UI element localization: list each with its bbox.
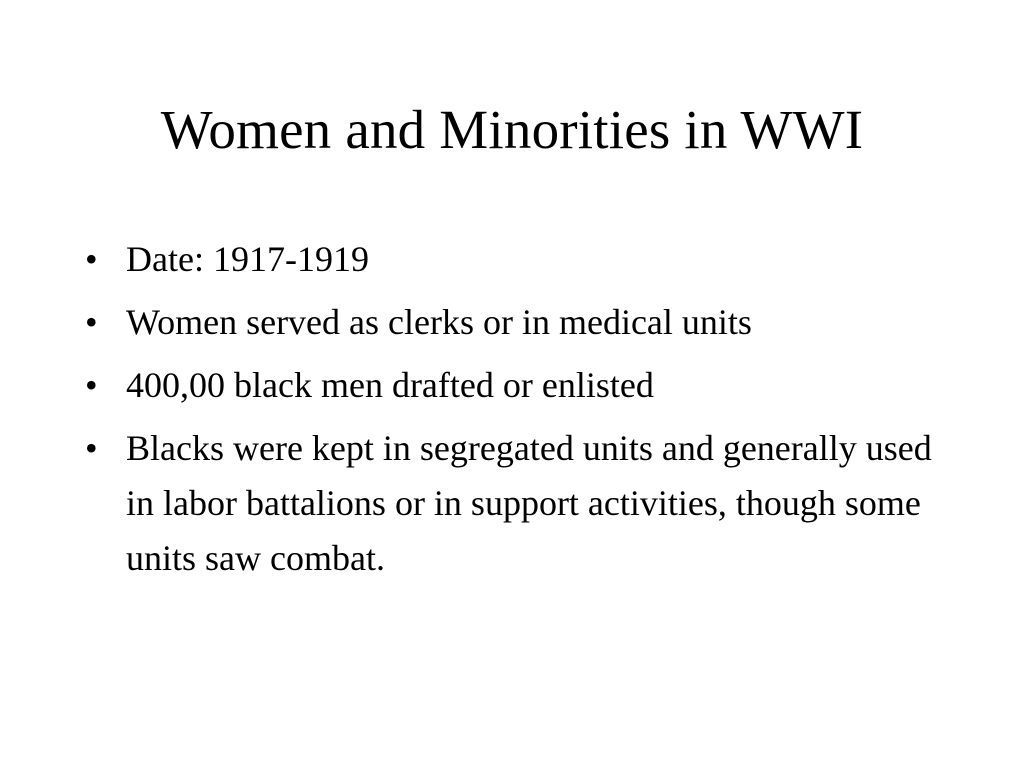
bullet-text: Women served as clerks or in medical units (126, 302, 752, 342)
bullet-list (85, 232, 945, 586)
bullet-item-date (85, 232, 945, 287)
bullet-item-drafted (85, 358, 945, 413)
bullet-icon: • (85, 239, 98, 279)
bullet-text: Date: 1917-1919 (126, 239, 369, 279)
bullet-icon: • (85, 302, 98, 342)
bullet-text: 400,00 black men drafted or enlisted (126, 365, 654, 405)
slide-title: Women and Minorities in WWI (160, 99, 864, 160)
bullet-icon: • (85, 365, 98, 405)
bullet-item-segregation (85, 421, 945, 586)
bullet-item-women (85, 295, 945, 350)
bullet-text: Blacks were kept in segregated units and generally used in labor battalions or in support activities, though some units saw combat. (126, 428, 932, 578)
bullet-icon: • (85, 428, 98, 468)
